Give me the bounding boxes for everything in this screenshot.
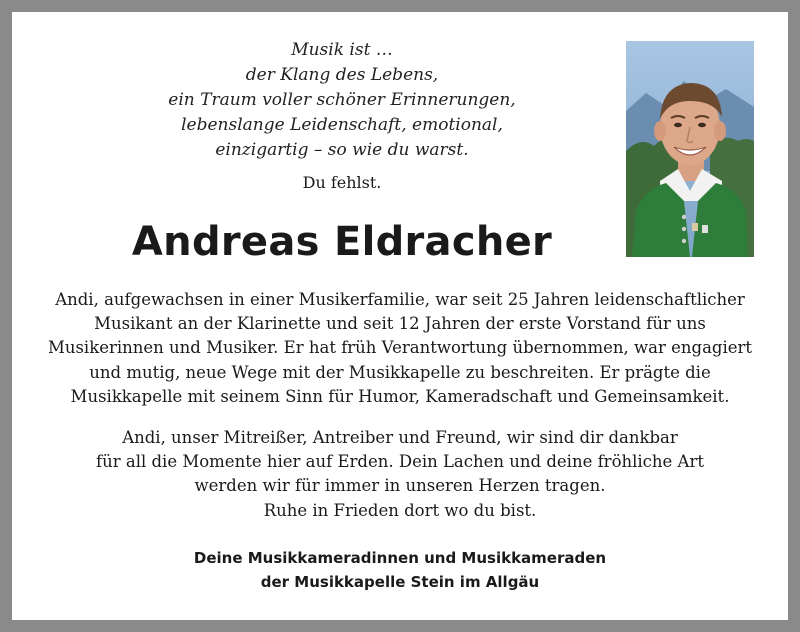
poem-line: lebenslange Leidenschaft, emotional,: [181, 115, 503, 135]
paragraph-line: Ruhe in Frieden dort wo du bist.: [263, 500, 537, 520]
paragraph-line: und mutig, neue Wege mit der Musikkapelle zu beschreiten. Er prägte die: [89, 362, 711, 382]
paragraph-line: Musikkapelle mit seinem Sinn für Humor, Kameradschaft und Gemeinsamkeit.: [70, 386, 730, 406]
portrait-photo: [626, 41, 754, 257]
signature-line: der Musikkapelle Stein im Allgäu: [260, 573, 540, 591]
signature: [12, 546, 788, 594]
poem-line: der Klang des Lebens,: [245, 65, 439, 85]
poem: [12, 38, 672, 163]
missing-line: Du fehlst.: [302, 173, 382, 192]
paragraph-line: Musikerinnen und Musiker. Er hat früh Verantwortung übernommen, war engagiert: [47, 338, 753, 358]
paragraph-line: werden wir für immer in unseren Herzen tragen.: [194, 476, 606, 496]
farewell-paragraph: [12, 426, 788, 523]
signature-line: Deine Musikkameradinnen und Musikkameraden: [193, 549, 607, 567]
paragraph-line: Andi, unser Mitreißer, Antreiber und Freund, wir sind dir dankbar: [122, 428, 678, 447]
paragraph-line: Musikant an der Klarinette und seit 12 Jahren der erste Vorstand für uns: [94, 314, 706, 334]
deceased-name: Andreas Eldracher: [131, 219, 553, 265]
poem-line: einzigartig – so wie du warst.: [215, 140, 469, 160]
poem-line: Musik ist …: [291, 40, 393, 60]
paragraph-line: Andi, aufgewachsen in einer Musikerfamilie, war seit 25 Jahren leidenschaftlicher: [55, 290, 745, 309]
obituary-notice: [12, 12, 788, 620]
paragraph-line: für all die Momente hier auf Erden. Dein Lachen und deine fröhliche Art: [95, 452, 704, 472]
poem-line: ein Traum voller schöner Erinnerungen,: [168, 90, 516, 110]
biography-paragraph: [12, 288, 788, 409]
